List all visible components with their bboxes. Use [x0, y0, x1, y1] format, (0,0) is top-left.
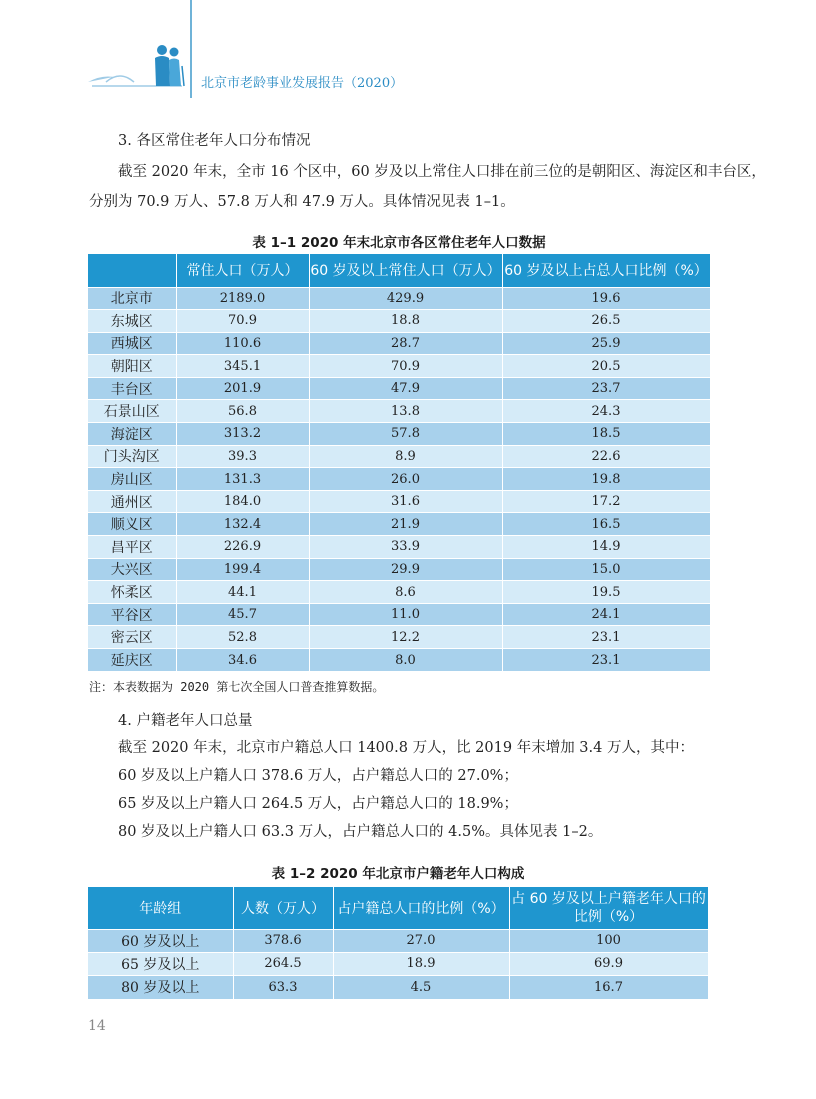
table-2-header-cell: 占 60 岁及以上户籍老年人口的比例（%）: [509, 887, 708, 929]
table-1-header-row: [88, 254, 710, 287]
data-cell: 199.4: [176, 558, 309, 581]
data-cell: 47.9: [309, 377, 502, 400]
table-1-row: [88, 581, 710, 604]
data-cell: 56.8: [176, 400, 309, 423]
row-label-cell: 东城区: [88, 310, 176, 333]
data-cell: 63.3: [233, 976, 333, 999]
data-cell: 33.9: [309, 536, 502, 559]
page-number: 14: [88, 1018, 106, 1034]
table-1-row: [88, 626, 710, 649]
data-cell: 69.9: [509, 952, 708, 975]
section-3-paragraph-line-1: 截至 2020 年末，全市 16 个区中，60 岁及以上常住人口排在前三位的是朝阳区、海淀区和丰台区，: [118, 164, 766, 180]
table-1-row: [88, 377, 710, 400]
section-4-line: 65 岁及以上户籍人口 264.5 万人，占户籍总人口的 18.9%；: [118, 796, 518, 812]
table-2-caption: 表 1–2 2020 年北京市户籍老年人口构成: [271, 866, 525, 882]
data-cell: 31.6: [309, 490, 502, 513]
data-cell: 20.5: [502, 355, 710, 378]
row-label-cell: 65 岁及以上: [88, 952, 233, 975]
table-1-header-cell: 60 岁及以上占总人口比例（%）: [502, 254, 710, 287]
data-cell: 110.6: [176, 332, 309, 355]
elderly-couple-logo: [86, 42, 186, 88]
data-cell: 8.0: [309, 649, 502, 672]
data-cell: 19.8: [502, 468, 710, 491]
row-label-cell: 60 岁及以上: [88, 929, 233, 952]
table-1-row: [88, 400, 710, 423]
data-cell: 12.2: [309, 626, 502, 649]
table-2-row: [88, 952, 708, 975]
table-1-header-cell: 常住人口（万人）: [176, 254, 309, 287]
data-cell: 27.0: [333, 929, 509, 952]
table-1-1: [88, 254, 711, 671]
data-cell: 184.0: [176, 490, 309, 513]
data-cell: 26.5: [502, 310, 710, 333]
row-label-cell: 怀柔区: [88, 581, 176, 604]
row-label-cell: 平谷区: [88, 603, 176, 626]
table-1-row: [88, 558, 710, 581]
table-1-caption: 表 1–1 2020 年末北京市各区常住老年人口数据: [252, 235, 546, 251]
section-4-heading: 4. 户籍老年人口总量: [118, 713, 253, 729]
data-cell: 429.9: [309, 287, 502, 310]
data-cell: 313.2: [176, 423, 309, 446]
data-cell: 23.1: [502, 649, 710, 672]
data-cell: 13.8: [309, 400, 502, 423]
table-1-row: [88, 287, 710, 310]
table-2-row: [88, 976, 708, 999]
table-1-header-cell: 60 岁及以上常住人口（万人）: [309, 254, 502, 287]
table-1-row: [88, 355, 710, 378]
data-cell: 100: [509, 929, 708, 952]
data-cell: 345.1: [176, 355, 309, 378]
row-label-cell: 顺义区: [88, 513, 176, 536]
data-cell: 26.0: [309, 468, 502, 491]
table-1-row: [88, 445, 710, 468]
row-label-cell: 密云区: [88, 626, 176, 649]
table-1-2: [88, 887, 709, 999]
table-1-row: [88, 490, 710, 513]
data-cell: 16.5: [502, 513, 710, 536]
section-4-line: 截至 2020 年末，北京市户籍总人口 1400.8 万人，比 2019 年末增加 3.4 万人，其中：: [118, 740, 694, 756]
row-label-cell: 北京市: [88, 287, 176, 310]
data-cell: 45.7: [176, 603, 309, 626]
table-2-header-cell: 年龄组: [88, 887, 233, 929]
row-label-cell: 朝阳区: [88, 355, 176, 378]
data-cell: 201.9: [176, 377, 309, 400]
data-cell: 8.9: [309, 445, 502, 468]
table-2-header-cell: 人数（万人）: [233, 887, 333, 929]
data-cell: 21.9: [309, 513, 502, 536]
data-cell: 23.7: [502, 377, 710, 400]
table-1-row: [88, 332, 710, 355]
data-cell: 70.9: [309, 355, 502, 378]
data-cell: 15.0: [502, 558, 710, 581]
row-label-cell: 延庆区: [88, 649, 176, 672]
data-cell: 28.7: [309, 332, 502, 355]
table-1-row: [88, 649, 710, 672]
data-cell: 34.6: [176, 649, 309, 672]
data-cell: 226.9: [176, 536, 309, 559]
data-cell: 264.5: [233, 952, 333, 975]
table-1-row: [88, 423, 710, 446]
data-cell: 44.1: [176, 581, 309, 604]
section-4-line: 60 岁及以上户籍人口 378.6 万人，占户籍总人口的 27.0%；: [118, 768, 518, 784]
table-1-row: [88, 310, 710, 333]
data-cell: 24.1: [502, 603, 710, 626]
table-1-row: [88, 603, 710, 626]
section-3-paragraph-line-2: 分别为 70.9 万人、57.8 万人和 47.9 万人。具体情况见表 1–1。: [89, 194, 515, 210]
section-4-line: 80 岁及以上户籍人口 63.3 万人，占户籍总人口的 4.5%。具体见表 1–2。: [118, 824, 603, 840]
table-1-note: 注：本表数据为 2020 第七次全国人口普查推算数据。: [89, 680, 385, 694]
row-label-cell: 大兴区: [88, 558, 176, 581]
data-cell: 8.6: [309, 581, 502, 604]
data-cell: 11.0: [309, 603, 502, 626]
header-divider: [190, 0, 192, 98]
table-2-header-row: [88, 887, 708, 929]
data-cell: 14.9: [502, 536, 710, 559]
data-cell: 378.6: [233, 929, 333, 952]
table-1-row: [88, 536, 710, 559]
data-cell: 52.8: [176, 626, 309, 649]
data-cell: 39.3: [176, 445, 309, 468]
row-label-cell: 石景山区: [88, 400, 176, 423]
data-cell: 23.1: [502, 626, 710, 649]
row-label-cell: 门头沟区: [88, 445, 176, 468]
table-1-header-cell: [88, 254, 176, 287]
data-cell: 24.3: [502, 400, 710, 423]
table-1-row: [88, 513, 710, 536]
data-cell: 18.5: [502, 423, 710, 446]
table-2-header-cell: 占户籍总人口的比例（%）: [333, 887, 509, 929]
row-label-cell: 丰台区: [88, 377, 176, 400]
running-header-title: 北京市老龄事业发展报告（2020）: [201, 76, 404, 91]
row-label-cell: 昌平区: [88, 536, 176, 559]
data-cell: 17.2: [502, 490, 710, 513]
row-label-cell: 海淀区: [88, 423, 176, 446]
data-cell: 18.8: [309, 310, 502, 333]
data-cell: 19.6: [502, 287, 710, 310]
page-header: [0, 0, 816, 100]
data-cell: 22.6: [502, 445, 710, 468]
data-cell: 16.7: [509, 976, 708, 999]
table-2-row: [88, 929, 708, 952]
section-3-heading: 3. 各区常住老年人口分布情况: [118, 133, 311, 149]
data-cell: 19.5: [502, 581, 710, 604]
data-cell: 4.5: [333, 976, 509, 999]
row-label-cell: 80 岁及以上: [88, 976, 233, 999]
data-cell: 131.3: [176, 468, 309, 491]
data-cell: 57.8: [309, 423, 502, 446]
data-cell: 70.9: [176, 310, 309, 333]
data-cell: 18.9: [333, 952, 509, 975]
data-cell: 29.9: [309, 558, 502, 581]
row-label-cell: 房山区: [88, 468, 176, 491]
data-cell: 2189.0: [176, 287, 309, 310]
table-1-row: [88, 468, 710, 491]
row-label-cell: 通州区: [88, 490, 176, 513]
row-label-cell: 西城区: [88, 332, 176, 355]
data-cell: 132.4: [176, 513, 309, 536]
data-cell: 25.9: [502, 332, 710, 355]
